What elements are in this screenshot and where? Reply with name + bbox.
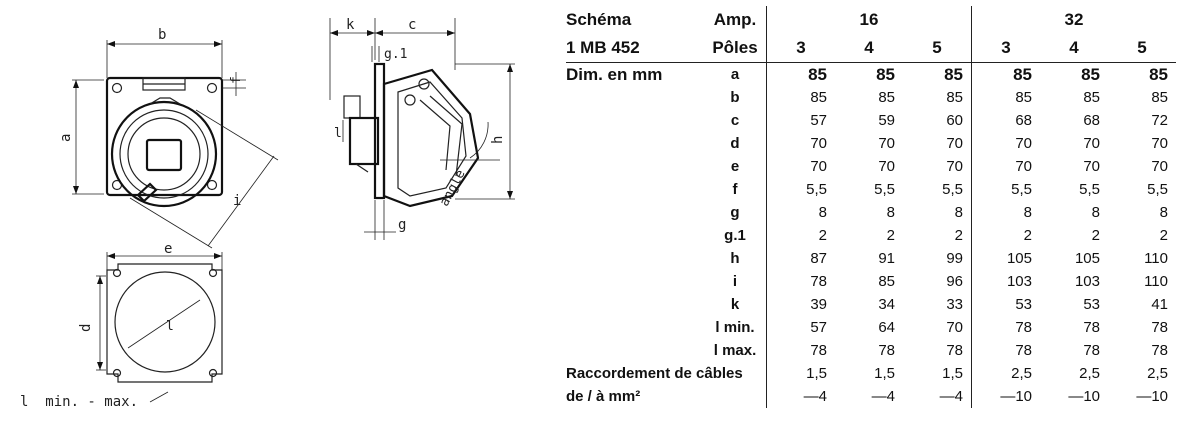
value-cell: 78	[1151, 319, 1168, 336]
value-cell: 70	[946, 135, 963, 152]
pole-header: 4	[1040, 34, 1108, 63]
value-cell: 85	[1081, 65, 1100, 84]
cable-to-cell: —4	[871, 388, 895, 405]
value-cell: 85	[878, 273, 895, 290]
value-cell: 78	[767, 339, 836, 362]
value-cell: 68	[972, 109, 1041, 132]
row-spacer	[566, 132, 704, 155]
value-cell: 85	[972, 86, 1041, 109]
value-cell: 78	[1083, 319, 1100, 336]
row-spacer	[566, 339, 704, 362]
value-cell: 85	[972, 63, 1041, 87]
cable-label-1: Raccordement de câbles	[566, 365, 743, 382]
value-cell: 85	[946, 89, 963, 106]
value-cell: 5,5	[1079, 181, 1100, 198]
dimension-key: l max.	[713, 342, 757, 359]
value-cell: 78	[1151, 342, 1168, 359]
value-cell: 78	[946, 342, 963, 359]
value-cell: 110	[1144, 273, 1168, 290]
value-cell: 68	[1083, 112, 1100, 129]
value-cell: 53	[1083, 296, 1100, 313]
value-cell: 70	[767, 155, 836, 178]
value-cell: 8	[1091, 204, 1100, 221]
value-cell: 41	[1151, 296, 1168, 313]
value-cell: 85	[767, 63, 836, 87]
value-cell: 87	[767, 247, 836, 270]
dim-l-label: l	[334, 126, 342, 141]
value-cell: 8	[767, 201, 836, 224]
table-row	[566, 109, 1176, 132]
value-cell: 2	[886, 227, 895, 244]
cable-to-cell: —4	[939, 388, 963, 405]
value-cell: 64	[878, 319, 895, 336]
cable-from-cell: 2,5	[1079, 365, 1100, 382]
dimension-key: i	[732, 273, 738, 290]
dim-f-label: f	[229, 76, 244, 84]
poles-label: Pôles	[704, 34, 767, 63]
cable-from-cell: 1,5	[767, 362, 836, 385]
value-cell: 5,5	[767, 178, 836, 201]
row-spacer	[566, 247, 704, 270]
value-cell: 59	[878, 112, 895, 129]
dim-l-cutout-label: l	[166, 319, 174, 334]
value-cell: 8	[1159, 204, 1168, 221]
model-label: 1 MB 452	[566, 34, 704, 63]
row-spacer	[566, 316, 704, 339]
table-row	[566, 201, 1176, 224]
value-cell: 5,5	[942, 181, 963, 198]
cable-from-cell: 2,5	[972, 362, 1041, 385]
table-row	[566, 224, 1176, 247]
table-row	[566, 247, 1176, 270]
dim-b-label: b	[158, 27, 167, 43]
l-min-max-label: l min. - max.	[20, 394, 139, 410]
technical-drawing	[0, 0, 560, 427]
value-cell: 85	[878, 89, 895, 106]
pole-header: 4	[835, 34, 903, 63]
value-cell: 8	[954, 204, 963, 221]
table-row	[566, 293, 1176, 316]
value-cell: 85	[1083, 89, 1100, 106]
value-cell: 105	[1074, 250, 1100, 267]
cable-to-cell: —10	[1136, 388, 1168, 405]
cable-to-cell: —10	[972, 385, 1041, 408]
row-spacer	[566, 86, 704, 109]
cutout-view	[20, 241, 222, 410]
dimension-key: l min.	[715, 319, 755, 336]
value-cell: 53	[972, 293, 1041, 316]
table-row	[566, 316, 1176, 339]
value-cell: 2	[972, 224, 1041, 247]
value-cell: 70	[767, 132, 836, 155]
value-cell: 8	[886, 204, 895, 221]
side-view	[330, 17, 515, 240]
value-cell: 78	[767, 270, 836, 293]
value-cell: 2	[1159, 227, 1168, 244]
value-cell: 96	[946, 273, 963, 290]
value-cell: 60	[946, 112, 963, 129]
value-cell: 78	[972, 339, 1041, 362]
value-cell: 70	[972, 155, 1041, 178]
cable-label-2: de / à mm²	[566, 388, 641, 405]
value-cell: 5,5	[972, 178, 1041, 201]
value-cell: 70	[1083, 158, 1100, 175]
cable-from-cell: 1,5	[942, 365, 963, 382]
row-spacer	[566, 224, 704, 247]
dim-angle-label: angle	[437, 167, 469, 210]
table-row	[566, 339, 1176, 362]
schema-label: Schéma	[566, 10, 632, 29]
cable-from-cell: 1,5	[874, 365, 895, 382]
value-cell: 34	[878, 296, 895, 313]
pole-header: 3	[972, 34, 1041, 63]
value-cell: 78	[878, 342, 895, 359]
value-cell: 78	[1083, 342, 1100, 359]
value-cell: 2	[954, 227, 963, 244]
value-cell: 39	[767, 293, 836, 316]
row-spacer	[566, 270, 704, 293]
dimension-key: b	[730, 89, 740, 106]
row-spacer	[566, 293, 704, 316]
pole-header: 5	[903, 34, 972, 63]
dim-e-label: e	[164, 241, 173, 257]
table-row	[566, 270, 1176, 293]
cable-to-cell: —10	[1068, 388, 1100, 405]
dimension-key: e	[730, 158, 740, 175]
value-cell: 70	[1083, 135, 1100, 152]
value-cell: 2	[767, 224, 836, 247]
dim-c-label: c	[408, 17, 417, 33]
dimension-key: d	[730, 135, 740, 152]
table-row	[566, 86, 1176, 109]
value-cell: 85	[944, 65, 963, 84]
value-cell: 99	[946, 250, 963, 267]
value-cell: 70	[878, 135, 895, 152]
value-cell: 85	[767, 86, 836, 109]
table-row	[566, 178, 1176, 201]
dim-k-label: k	[346, 17, 355, 33]
table-row	[566, 63, 1176, 87]
dim-i-label: i	[233, 193, 242, 209]
value-cell: 70	[946, 158, 963, 175]
dim-d-label: d	[78, 323, 94, 332]
value-cell: 91	[878, 250, 895, 267]
row-spacer	[566, 155, 704, 178]
dim-h-label: h	[490, 135, 506, 144]
dim-label: Dim. en mm	[566, 65, 663, 84]
row-spacer	[566, 109, 704, 132]
value-cell: 103	[972, 270, 1041, 293]
value-cell: 85	[1149, 65, 1168, 84]
table-row	[566, 155, 1176, 178]
dimension-key: c	[730, 112, 740, 129]
amp-32-header: 32	[972, 6, 1177, 34]
value-cell: 2	[1091, 227, 1100, 244]
amp-16-header: 16	[767, 6, 972, 34]
cable-from-cell: 2,5	[1147, 365, 1168, 382]
value-cell: 103	[1074, 273, 1100, 290]
dimension-table	[566, 6, 1176, 408]
value-cell: 72	[1151, 112, 1168, 129]
value-cell: 57	[767, 316, 836, 339]
dimension-key: g	[730, 204, 740, 221]
value-cell: 5,5	[874, 181, 895, 198]
row-spacer	[566, 201, 704, 224]
value-cell: 70	[878, 158, 895, 175]
value-cell: 70	[1151, 135, 1168, 152]
value-cell: 70	[972, 132, 1041, 155]
value-cell: 110	[1144, 250, 1168, 267]
dimension-key: k	[730, 296, 740, 313]
table-row	[566, 132, 1176, 155]
cable-to-cell: —4	[767, 385, 836, 408]
dimension-key: f	[732, 181, 738, 198]
row-spacer	[566, 178, 704, 201]
value-cell: 105	[972, 247, 1041, 270]
value-cell: 78	[972, 316, 1041, 339]
value-cell: 5,5	[1147, 181, 1168, 198]
amp-label: Amp.	[713, 10, 757, 29]
value-cell: 57	[767, 109, 836, 132]
value-cell: 70	[946, 319, 963, 336]
pole-header: 5	[1108, 34, 1176, 63]
dimension-key: h	[730, 250, 740, 267]
dimension-key: a	[730, 66, 740, 83]
value-cell: 85	[1151, 89, 1168, 106]
dimension-key: g.1	[724, 227, 746, 244]
value-cell: 70	[1151, 158, 1168, 175]
dim-g1-label: g.1	[384, 47, 408, 62]
pole-header: 3	[767, 34, 836, 63]
dim-g-label: g	[398, 217, 407, 233]
value-cell: 33	[946, 296, 963, 313]
value-cell: 8	[972, 201, 1041, 224]
front-view	[58, 27, 278, 248]
dim-a-label: a	[58, 133, 74, 142]
value-cell: 85	[876, 65, 895, 84]
